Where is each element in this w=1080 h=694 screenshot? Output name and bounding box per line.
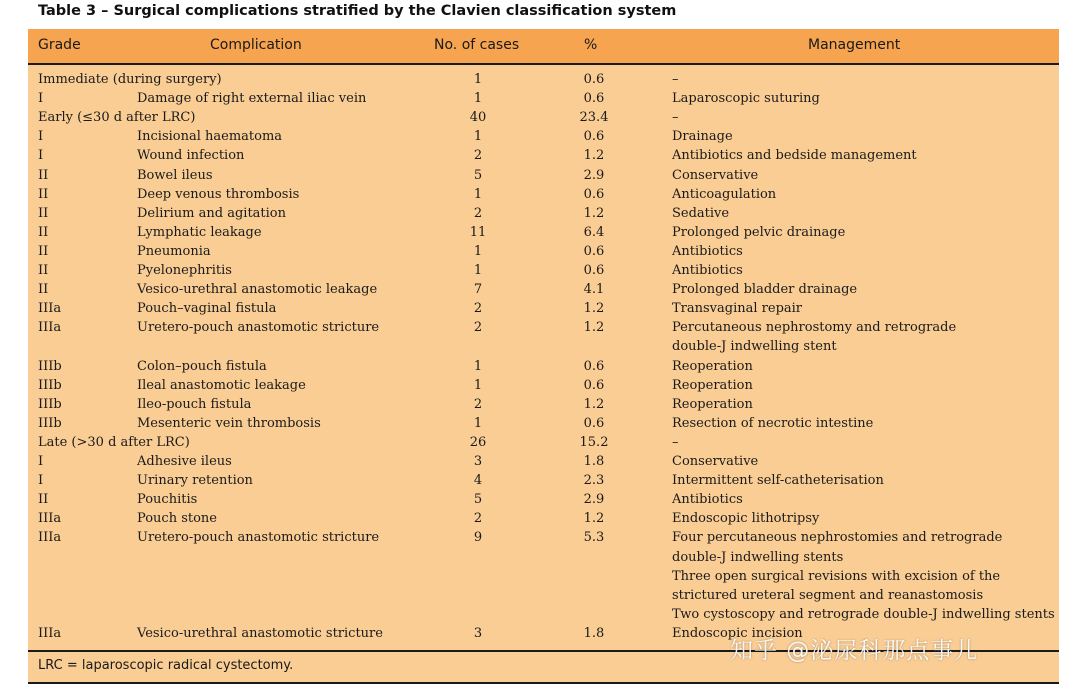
- cell-management: Percutaneous nephrostomy and retrograde: [672, 320, 957, 336]
- cell-management: Endoscopic incision: [672, 625, 803, 641]
- table-row: [28, 109, 1059, 128]
- cell-management: Transvaginal repair: [672, 301, 803, 317]
- cell-percent: 4.1: [583, 282, 605, 298]
- table-row: [28, 338, 1059, 357]
- cell-management: Conservative: [672, 454, 759, 469]
- table-row: [28, 510, 1059, 529]
- cell-cases: 1: [473, 377, 483, 393]
- cell-cases: 2: [473, 148, 483, 164]
- header-grade: Grade: [38, 37, 81, 53]
- cell-cases: 11: [469, 224, 487, 240]
- cell-complication: Adhesive ileus: [137, 454, 232, 469]
- cell-management: Endoscopic lithotripsy: [672, 511, 820, 527]
- cell-complication: Vesico-urethral anastomotic stricture: [137, 625, 383, 641]
- cell-grade: IIIa: [38, 530, 62, 546]
- cell-complication: Incisional haematoma: [137, 129, 283, 145]
- cell-management: –: [672, 72, 679, 87]
- cell-management: double-J indwelling stent: [672, 339, 837, 355]
- cell-complication: Urinary retention: [137, 473, 253, 489]
- cell-management: Prolonged bladder drainage: [672, 282, 858, 298]
- cell-cases: 4: [473, 473, 483, 489]
- cell-cases: 1: [473, 72, 483, 87]
- table-row: [28, 568, 1059, 587]
- table-row: [28, 128, 1059, 147]
- cell-cases: 1: [473, 263, 483, 278]
- cell-management: Anticoagulation: [672, 186, 777, 202]
- cell-management: Conservative: [672, 167, 759, 183]
- cell-complication: Mesenteric vein thrombosis: [137, 415, 321, 431]
- cell-cases: 9: [473, 530, 483, 546]
- header-rule: [28, 63, 1059, 65]
- cell-management: Antibiotics: [672, 243, 743, 259]
- cell-complication: Vesico-urethral anastomotic leakage: [137, 282, 378, 298]
- cell-grade: Early (≤30 d after LRC): [38, 110, 196, 126]
- table-row: [28, 415, 1059, 434]
- cell-complication: Lymphatic leakage: [137, 224, 262, 240]
- cell-grade: Late (>30 d after LRC): [38, 434, 190, 450]
- cell-complication: Pyelonephritis: [137, 263, 232, 278]
- header-percent: %: [584, 37, 598, 53]
- cell-grade: I: [38, 454, 44, 469]
- cell-management: Sedative: [672, 205, 730, 221]
- table-row: [28, 300, 1059, 319]
- table-row: [28, 186, 1059, 205]
- table-row: [28, 529, 1059, 548]
- cell-grade: II: [38, 224, 49, 240]
- cell-cases: 2: [473, 396, 483, 412]
- cell-grade: II: [38, 263, 49, 278]
- cell-percent: 2.3: [583, 473, 605, 489]
- cell-percent: 1.8: [583, 454, 605, 469]
- cell-percent: 1.2: [583, 301, 605, 317]
- table-footnote: LRC = laparoscopic radical cystectomy.: [38, 658, 294, 673]
- table-row: [28, 377, 1059, 396]
- cell-grade: IIIa: [38, 320, 62, 336]
- cell-percent: 0.6: [583, 186, 605, 202]
- table-row: [28, 434, 1059, 453]
- table-row: [28, 281, 1059, 300]
- cell-percent: 1.8: [583, 625, 605, 641]
- cell-complication: Ileal anastomotic leakage: [137, 377, 306, 393]
- cell-grade: II: [38, 492, 49, 508]
- cell-complication: Delirium and agitation: [137, 205, 286, 221]
- cell-management: Reoperation: [672, 396, 753, 412]
- cell-cases: 2: [473, 511, 483, 527]
- cell-percent: 23.4: [579, 110, 609, 126]
- cell-management: –: [672, 434, 679, 450]
- cell-complication: Bowel ileus: [137, 167, 213, 183]
- table-row: [28, 606, 1059, 625]
- cell-percent: 1.2: [583, 511, 605, 527]
- cell-management: strictured ureteral segment and reanastomosis: [672, 587, 984, 603]
- cell-grade: IIIa: [38, 625, 62, 641]
- header-management: Management: [808, 37, 901, 53]
- cell-cases: 3: [473, 625, 483, 641]
- cell-percent: 2.9: [583, 492, 605, 508]
- cell-cases: 1: [473, 91, 483, 107]
- cell-complication: Wound infection: [137, 148, 245, 164]
- cell-cases: 5: [473, 492, 483, 508]
- cell-complication: Colon–pouch fistula: [137, 358, 267, 374]
- cell-percent: 0.6: [583, 415, 605, 431]
- cell-management: Reoperation: [672, 377, 753, 393]
- cell-management: Laparoscopic suturing: [672, 91, 820, 107]
- table-row: [28, 491, 1059, 510]
- complications-table: [28, 29, 1059, 684]
- cell-grade: I: [38, 473, 44, 489]
- cell-grade: II: [38, 205, 49, 221]
- cell-cases: 26: [469, 434, 487, 450]
- cell-management: Four percutaneous nephrostomies and retrograde: [672, 530, 1003, 546]
- cell-management: double-J indwelling stents: [672, 549, 844, 565]
- cell-percent: 15.2: [579, 434, 609, 450]
- table-row: [28, 587, 1059, 606]
- cell-grade: IIIb: [38, 377, 62, 393]
- cell-percent: 0.6: [583, 129, 605, 145]
- table-row: [28, 205, 1059, 224]
- cell-percent: 0.6: [583, 72, 605, 87]
- cell-percent: 5.3: [583, 530, 605, 546]
- table-row: [28, 71, 1059, 90]
- cell-cases: 1: [473, 129, 483, 145]
- table-row: [28, 90, 1059, 109]
- cell-cases: 3: [473, 454, 483, 469]
- table-header-row: [28, 29, 1059, 63]
- header-complication: Complication: [210, 37, 302, 53]
- cell-management: Resection of necrotic intestine: [672, 415, 874, 431]
- cell-complication: Pneumonia: [137, 243, 211, 259]
- cell-percent: 2.9: [583, 167, 605, 183]
- cell-percent: 1.2: [583, 396, 605, 412]
- cell-grade: IIIb: [38, 396, 62, 412]
- cell-percent: 0.6: [583, 243, 605, 259]
- cell-percent: 1.2: [583, 205, 605, 221]
- table-row: [28, 167, 1059, 186]
- cell-cases: 2: [473, 320, 483, 336]
- bottom-rule: [28, 682, 1059, 684]
- cell-management: Reoperation: [672, 358, 753, 374]
- cell-grade: II: [38, 167, 49, 183]
- cell-cases: 2: [473, 301, 483, 317]
- cell-cases: 1: [473, 186, 483, 202]
- cell-percent: 0.6: [583, 263, 605, 278]
- watermark: 知乎 @泌尿科那点事儿: [730, 638, 979, 664]
- cell-grade: II: [38, 282, 49, 298]
- table-row: [28, 262, 1059, 281]
- cell-cases: 40: [469, 110, 487, 126]
- table-row: [28, 396, 1059, 415]
- cell-grade: II: [38, 186, 49, 202]
- table-row: [28, 224, 1059, 243]
- cell-cases: 1: [473, 243, 483, 259]
- cell-grade: IIIa: [38, 511, 62, 527]
- cell-percent: 0.6: [583, 91, 605, 107]
- cell-grade: IIIb: [38, 358, 62, 374]
- cell-percent: 1.2: [583, 148, 605, 164]
- cell-cases: 2: [473, 205, 483, 221]
- cell-management: Prolonged pelvic drainage: [672, 224, 846, 240]
- cell-complication: Damage of right external iliac vein: [137, 91, 367, 107]
- cell-grade: IIIb: [38, 415, 62, 431]
- cell-percent: 0.6: [583, 358, 605, 374]
- cell-management: Drainage: [672, 129, 733, 145]
- table-row: [28, 243, 1059, 262]
- cell-percent: 1.2: [583, 320, 605, 336]
- cell-complication: Ileo-pouch fistula: [137, 396, 252, 412]
- cell-management: –: [672, 110, 679, 126]
- table-row: [28, 319, 1059, 338]
- table-row: [28, 472, 1059, 491]
- table-row: [28, 453, 1059, 472]
- cell-management: Antibiotics: [672, 492, 743, 508]
- cell-management: Antibiotics and bedside management: [672, 148, 917, 164]
- cell-management: Intermittent self-catheterisation: [672, 473, 884, 489]
- cell-grade: II: [38, 243, 49, 259]
- cell-complication: Pouch–vaginal fistula: [137, 301, 277, 317]
- cell-grade: I: [38, 129, 44, 145]
- header-cases: No. of cases: [434, 37, 520, 53]
- cell-cases: 7: [473, 282, 483, 298]
- cell-grade: IIIa: [38, 301, 62, 317]
- table-row: [28, 147, 1059, 166]
- table-caption: Table 3 – Surgical complications stratified by the Clavien classification system: [38, 3, 677, 19]
- cell-management: Three open surgical revisions with excision of the: [672, 568, 1001, 584]
- cell-grade: I: [38, 91, 44, 107]
- cell-grade: I: [38, 148, 44, 164]
- cell-percent: 6.4: [583, 224, 605, 240]
- cell-cases: 5: [473, 167, 483, 183]
- cell-cases: 1: [473, 415, 483, 431]
- cell-complication: Pouch stone: [137, 511, 217, 527]
- cell-percent: 0.6: [583, 377, 605, 393]
- cell-complication: Deep venous thrombosis: [137, 186, 300, 202]
- cell-complication: Uretero-pouch anastomotic stricture: [137, 320, 380, 336]
- cell-management: Two cystoscopy and retrograde double-J indwelling stents: [672, 606, 1055, 622]
- cell-complication: Pouchitis: [137, 492, 198, 508]
- cell-cases: 1: [473, 358, 483, 374]
- cell-management: Antibiotics: [672, 263, 743, 278]
- cell-complication: Uretero-pouch anastomotic stricture: [137, 530, 380, 546]
- cell-grade: Immediate (during surgery): [38, 72, 222, 87]
- table-row: [28, 549, 1059, 568]
- table-row: [28, 358, 1059, 377]
